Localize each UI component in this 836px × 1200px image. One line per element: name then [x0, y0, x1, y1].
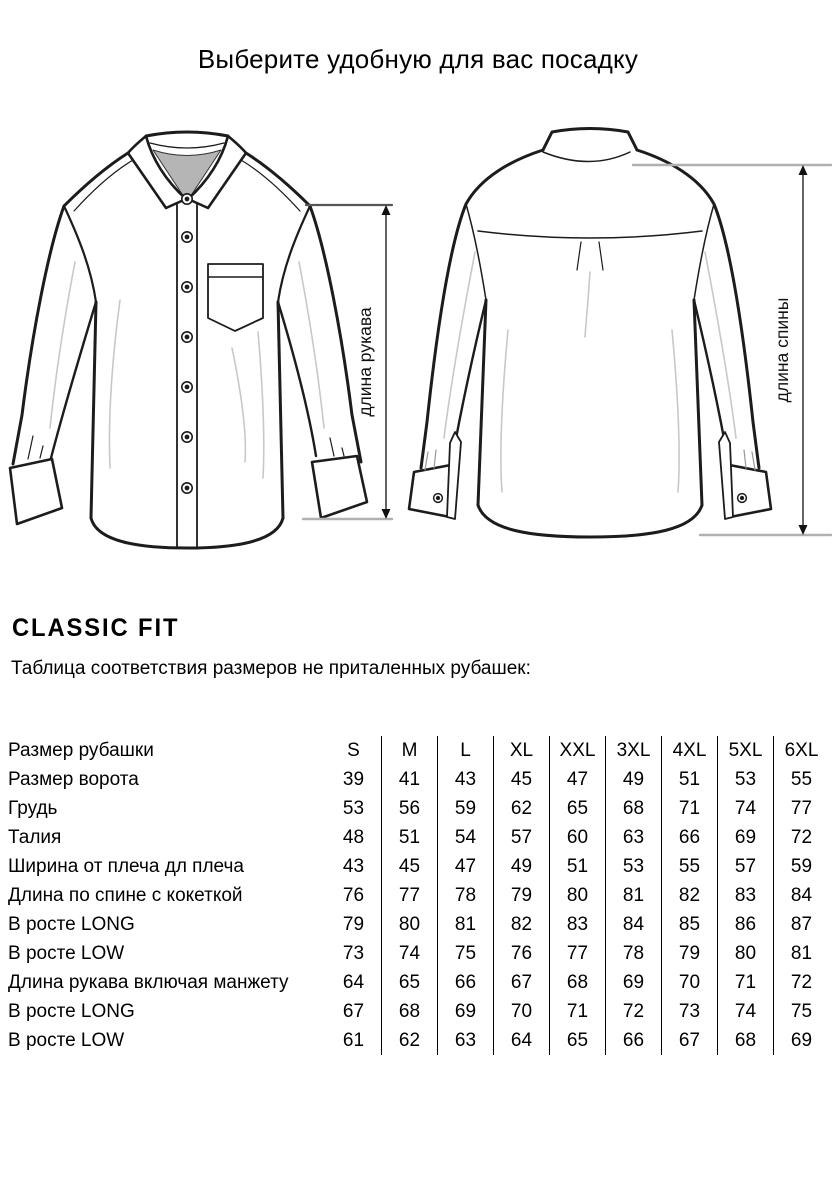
size-table — [8, 736, 829, 1055]
arrow-up-icon — [382, 205, 391, 215]
front-cuff-right — [312, 456, 367, 518]
cell-value: 77 — [774, 794, 830, 823]
back-cuff-buttons — [434, 494, 747, 503]
table-row — [8, 968, 829, 997]
cell-value: 47 — [550, 765, 606, 794]
front-shirt-drawing — [10, 132, 367, 548]
cell-value: 41 — [382, 765, 438, 794]
cell-value: 80 — [382, 910, 438, 939]
cell-value: 81 — [774, 939, 830, 968]
cell-value: 65 — [382, 968, 438, 997]
table-row — [8, 997, 829, 1026]
back-length-label: длина спины — [772, 297, 792, 403]
cell-value: 64 — [494, 1026, 550, 1055]
cell-value: 4XL — [662, 736, 718, 765]
cell-value: M — [382, 736, 438, 765]
cell-value: 45 — [494, 765, 550, 794]
cell-value: 54 — [438, 823, 494, 852]
cell-value: 67 — [662, 1026, 718, 1055]
cell-value: 81 — [438, 910, 494, 939]
row-label: Грудь — [8, 797, 58, 819]
cell-value: 53 — [342, 797, 365, 819]
row-label: В росте LONG — [8, 913, 135, 935]
fit-subtitle: Таблица соответствия размеров не приталенных рубашек: — [11, 658, 531, 679]
cell-value: 57 — [494, 823, 550, 852]
cell-value: 71 — [550, 997, 606, 1026]
table-row — [8, 910, 829, 939]
cell-value: 43 — [342, 855, 365, 877]
row-label: Ширина от плеча дл плеча — [8, 855, 244, 877]
row-label: В росте LOW — [8, 942, 125, 964]
cell-value: XXL — [550, 736, 606, 765]
cell-value: L — [438, 736, 494, 765]
table-row — [8, 1026, 829, 1055]
cell-value: 70 — [662, 968, 718, 997]
row-label: В росте LOW — [8, 1029, 125, 1051]
cell-value: 5XL — [718, 736, 774, 765]
cell-value: 51 — [550, 852, 606, 881]
table-row — [8, 881, 829, 910]
cell-value: 72 — [774, 968, 830, 997]
row-label: Длина рукава включая манжету — [8, 971, 289, 993]
cell-value: 87 — [774, 910, 830, 939]
sleeve-length-label: длина рукава — [355, 307, 375, 417]
cell-value: 53 — [606, 852, 662, 881]
cell-value: 6XL — [774, 736, 830, 765]
cell-value: 79 — [342, 913, 365, 935]
cell-value: 66 — [438, 968, 494, 997]
cell-value: 65 — [550, 794, 606, 823]
cell-value: 82 — [662, 881, 718, 910]
arrow-up-icon — [799, 165, 808, 175]
cell-value: 51 — [382, 823, 438, 852]
cell-value: S — [347, 739, 360, 761]
cell-value: 62 — [382, 1026, 438, 1055]
cell-value: 39 — [342, 768, 365, 790]
front-crease-lines — [50, 262, 324, 478]
row-label: Длина по спине с кокеткой — [8, 884, 243, 906]
cell-value: 69 — [438, 997, 494, 1026]
table-row — [8, 765, 829, 794]
page-title: Выберите удобную для вас посадку — [197, 44, 639, 74]
cell-value: 49 — [494, 852, 550, 881]
cell-value: 51 — [662, 765, 718, 794]
cell-value: 55 — [662, 852, 718, 881]
cell-value: 74 — [718, 794, 774, 823]
cell-value: 86 — [718, 910, 774, 939]
cell-value: 73 — [342, 942, 365, 964]
cell-value: 66 — [662, 823, 718, 852]
back-sleeve-placket-left — [447, 432, 461, 519]
cell-value: 63 — [438, 1026, 494, 1055]
cell-value: 3XL — [606, 736, 662, 765]
cell-value: 78 — [438, 881, 494, 910]
cell-value: 67 — [342, 1000, 365, 1022]
back-sleeve-placket-right — [719, 432, 733, 519]
cell-value: 82 — [494, 910, 550, 939]
table-row — [8, 939, 829, 968]
cell-value: XL — [494, 736, 550, 765]
cell-value: 77 — [382, 881, 438, 910]
cell-value: 77 — [550, 939, 606, 968]
row-label: Размер ворота — [8, 768, 139, 790]
back-crease-lines — [444, 252, 736, 492]
cell-value: 48 — [342, 826, 365, 848]
cell-value: 62 — [494, 794, 550, 823]
cell-value: 71 — [662, 794, 718, 823]
cell-value: 63 — [606, 823, 662, 852]
cell-value: 80 — [550, 881, 606, 910]
cell-value: 74 — [718, 997, 774, 1026]
front-buttons — [182, 194, 192, 493]
cell-value: 81 — [606, 881, 662, 910]
cell-value: 75 — [438, 939, 494, 968]
cell-value: 53 — [718, 765, 774, 794]
table-header-row — [8, 736, 829, 765]
cell-value: 69 — [774, 1026, 830, 1055]
cell-value: 64 — [342, 971, 365, 993]
cell-value: 73 — [662, 997, 718, 1026]
cell-value: 55 — [774, 765, 830, 794]
cell-value: 49 — [606, 765, 662, 794]
fit-diagram — [0, 110, 836, 580]
arrow-down-icon — [799, 525, 808, 535]
cell-value: 79 — [662, 939, 718, 968]
cell-value: 72 — [774, 823, 830, 852]
row-label: Талия — [8, 826, 62, 848]
cell-value: 65 — [550, 1026, 606, 1055]
cell-value: 68 — [718, 1026, 774, 1055]
cell-value: 68 — [382, 997, 438, 1026]
cell-value: 61 — [342, 1029, 365, 1051]
cell-value: 56 — [382, 794, 438, 823]
cell-value: 76 — [494, 939, 550, 968]
cell-value: 69 — [606, 968, 662, 997]
table-row — [8, 794, 829, 823]
fit-heading: CLASSIC FIT — [12, 614, 180, 642]
cell-value: 75 — [774, 997, 830, 1026]
cell-value: 85 — [662, 910, 718, 939]
back-yoke-seam — [478, 231, 702, 238]
back-shirt-drawing — [409, 129, 771, 538]
cell-value: 45 — [382, 852, 438, 881]
cell-value: 67 — [494, 968, 550, 997]
cell-value: 57 — [718, 852, 774, 881]
cell-value: 72 — [606, 997, 662, 1026]
table-row — [8, 823, 829, 852]
cell-value: 76 — [342, 884, 365, 906]
front-cuff-left — [10, 459, 62, 524]
row-label: Размер рубашки — [8, 739, 154, 761]
front-placket — [177, 204, 197, 547]
cell-value: 66 — [606, 1026, 662, 1055]
cell-value: 74 — [382, 939, 438, 968]
row-label: В росте LONG — [8, 1000, 135, 1022]
back-box-pleat — [577, 242, 603, 270]
size-table-body — [8, 736, 829, 1055]
table-row — [8, 852, 829, 881]
cell-value: 43 — [438, 765, 494, 794]
cell-value: 84 — [774, 881, 830, 910]
cell-value: 83 — [718, 881, 774, 910]
cell-value: 60 — [550, 823, 606, 852]
cell-value: 70 — [494, 997, 550, 1026]
back-collar — [543, 129, 637, 162]
cell-value: 59 — [438, 794, 494, 823]
arrow-down-icon — [382, 509, 391, 519]
cell-value: 83 — [550, 910, 606, 939]
front-pocket — [208, 264, 263, 331]
cell-value: 80 — [718, 939, 774, 968]
cell-value: 47 — [438, 852, 494, 881]
cell-value: 78 — [606, 939, 662, 968]
cell-value: 84 — [606, 910, 662, 939]
cell-value: 71 — [718, 968, 774, 997]
cell-value: 68 — [550, 968, 606, 997]
cell-value: 59 — [774, 852, 830, 881]
cell-value: 79 — [494, 881, 550, 910]
cell-value: 68 — [606, 794, 662, 823]
cell-value: 69 — [718, 823, 774, 852]
